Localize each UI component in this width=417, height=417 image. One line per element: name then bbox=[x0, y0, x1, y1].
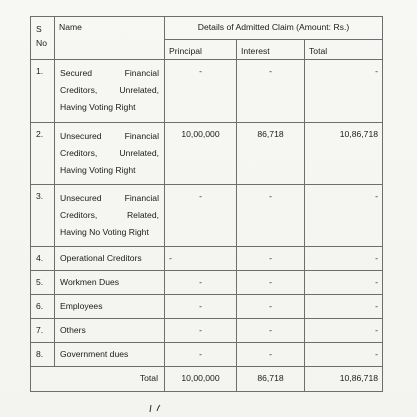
row-total: - bbox=[305, 185, 383, 247]
row-name bbox=[55, 185, 165, 247]
table-row bbox=[31, 319, 383, 343]
row-sno: 3. bbox=[31, 185, 55, 247]
total-total: 10,86,718 bbox=[305, 367, 383, 392]
table-row bbox=[31, 123, 383, 185]
table-row bbox=[31, 343, 383, 367]
row-total: 10,86,718 bbox=[305, 123, 383, 185]
row-total: - bbox=[305, 271, 383, 295]
total-principal: 10,00,000 bbox=[165, 367, 237, 392]
row-principal: 10,00,000 bbox=[165, 123, 237, 185]
row-interest: - bbox=[237, 343, 305, 367]
table-row bbox=[31, 271, 383, 295]
table-row bbox=[31, 60, 383, 123]
handwritten-mark bbox=[148, 402, 162, 414]
total-label: Total bbox=[31, 367, 165, 392]
row-principal: - bbox=[165, 247, 237, 271]
row-name: Operational Creditors bbox=[55, 247, 165, 271]
row-total: - bbox=[305, 60, 383, 123]
row-name-line: Unsecured Financial bbox=[60, 131, 159, 141]
row-interest: 86,718 bbox=[237, 123, 305, 185]
row-name-line: Secured Financial bbox=[60, 68, 159, 78]
row-total: - bbox=[305, 295, 383, 319]
header-principal: Principal bbox=[165, 40, 237, 60]
row-name-line: Having No Voting Right bbox=[60, 227, 149, 237]
row-interest: - bbox=[237, 60, 305, 123]
header-sno-line2: No bbox=[36, 38, 47, 48]
header-details: Details of Admitted Claim (Amount: Rs.) bbox=[165, 17, 383, 40]
row-name-line: Having Voting Right bbox=[60, 102, 136, 112]
row-principal: - bbox=[165, 319, 237, 343]
table-header-row bbox=[31, 17, 383, 40]
table-row bbox=[31, 185, 383, 247]
row-principal: - bbox=[165, 295, 237, 319]
row-total: - bbox=[305, 247, 383, 271]
row-name-line: Creditors, Related, bbox=[60, 210, 159, 220]
row-name-line: Having Voting Right bbox=[60, 165, 136, 175]
header-name: Name bbox=[55, 17, 165, 60]
row-name bbox=[55, 60, 165, 123]
row-name-line: Creditors, Unrelated, bbox=[60, 85, 159, 95]
header-interest: Interest bbox=[237, 40, 305, 60]
row-sno: 4. bbox=[31, 247, 55, 271]
header-sno-line1: S bbox=[36, 24, 42, 34]
table-row bbox=[31, 295, 383, 319]
row-principal: - bbox=[165, 343, 237, 367]
row-principal: - bbox=[165, 185, 237, 247]
row-principal: - bbox=[165, 271, 237, 295]
row-sno: 8. bbox=[31, 343, 55, 367]
row-name: Employees bbox=[55, 295, 165, 319]
row-interest: - bbox=[237, 185, 305, 247]
row-name: Others bbox=[55, 319, 165, 343]
row-sno: 1. bbox=[31, 60, 55, 123]
total-interest: 86,718 bbox=[237, 367, 305, 392]
row-name-line: Creditors, Unrelated, bbox=[60, 148, 159, 158]
row-name: Government dues bbox=[55, 343, 165, 367]
total-row bbox=[31, 367, 383, 392]
row-principal: - bbox=[165, 60, 237, 123]
row-sno: 5. bbox=[31, 271, 55, 295]
header-total: Total bbox=[305, 40, 383, 60]
header-sno bbox=[31, 17, 55, 60]
table-row bbox=[31, 247, 383, 271]
admitted-claims-table bbox=[30, 16, 383, 392]
row-name: Workmen Dues bbox=[55, 271, 165, 295]
row-sno: 7. bbox=[31, 319, 55, 343]
row-name bbox=[55, 123, 165, 185]
row-interest: - bbox=[237, 295, 305, 319]
row-total: - bbox=[305, 319, 383, 343]
row-sno: 2. bbox=[31, 123, 55, 185]
row-total: - bbox=[305, 343, 383, 367]
row-interest: - bbox=[237, 271, 305, 295]
row-sno: 6. bbox=[31, 295, 55, 319]
row-interest: - bbox=[237, 319, 305, 343]
row-name-line: Unsecured Financial bbox=[60, 193, 159, 203]
row-interest: - bbox=[237, 247, 305, 271]
